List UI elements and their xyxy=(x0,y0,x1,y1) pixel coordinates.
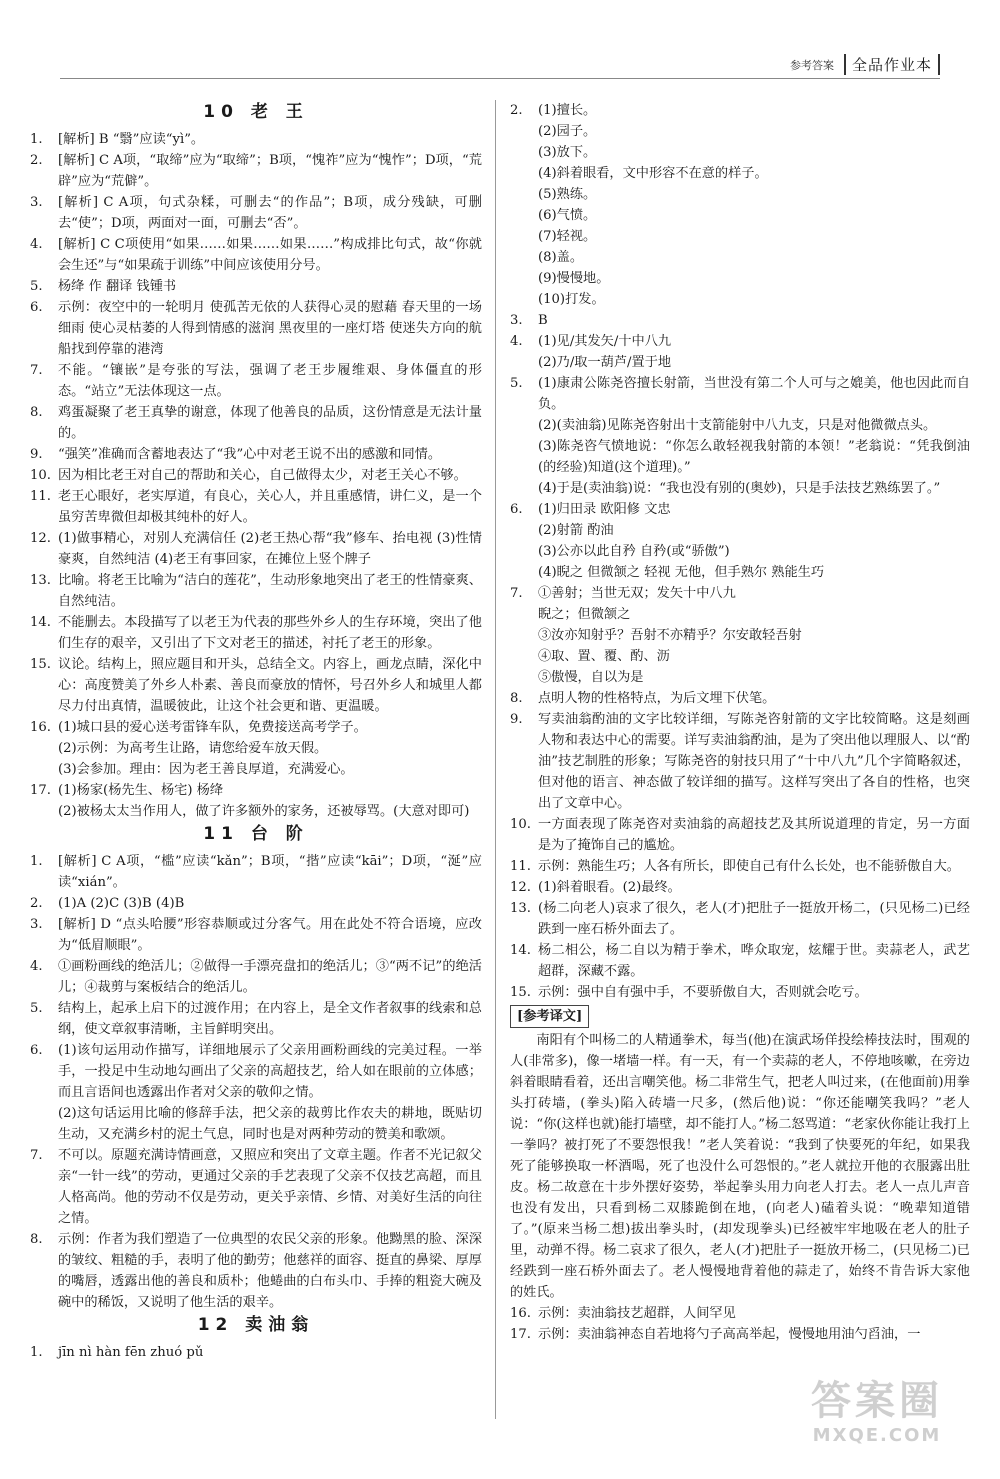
answer-number: 4. xyxy=(30,959,43,974)
answer-item xyxy=(510,520,970,541)
answer-item xyxy=(510,877,970,898)
answer-number xyxy=(510,289,538,310)
answer-number xyxy=(30,1103,58,1145)
answer-number: 5. xyxy=(510,376,523,391)
answer-number: 12. xyxy=(510,880,531,895)
answer-text: (7)轻视。 xyxy=(538,229,597,244)
answer-number xyxy=(510,226,538,247)
answer-item xyxy=(510,373,970,415)
answer-item xyxy=(510,205,970,226)
section-title-12: 12 卖油翁 xyxy=(197,1315,315,1335)
answer-item xyxy=(510,310,970,331)
answer-item xyxy=(510,583,970,604)
answer-text: (3)公亦以此自矜 自矜(或“骄傲”) xyxy=(538,544,730,559)
answer-item xyxy=(30,276,482,297)
answer-number: 10. xyxy=(510,817,531,832)
answer-text: (5)熟练。 xyxy=(538,187,597,202)
answer-text: 一方面表现了陈尧咨对卖油翁的高超技艺及其所说道理的肯定，另一方面是为了掩饰自己的尴尬。 xyxy=(538,817,970,853)
answer-text: (1)A (2)C (3)B (4)B xyxy=(58,896,185,911)
answer-text: (1)见/其发矢/十中八九 xyxy=(538,334,672,349)
answer-text: [解析] C A项，句式杂糅，可删去“的作品”；B项，成分残缺，可删去“使”；D项，两面对一面，可删去“否”。 xyxy=(58,195,482,231)
answer-number: 6. xyxy=(30,1043,43,1058)
answer-item xyxy=(30,297,482,360)
reference-translation-label: [参考译文] xyxy=(510,1005,589,1028)
answer-number xyxy=(30,738,58,759)
answer-item xyxy=(30,717,482,738)
page-header xyxy=(790,54,940,75)
answer-text: (1)归田录 欧阳修 文忠 xyxy=(538,502,671,517)
answer-text: ⑤傲慢，自以为是 xyxy=(538,670,644,685)
answer-item xyxy=(30,780,482,801)
answer-number: 7. xyxy=(510,586,523,601)
answer-item xyxy=(510,856,970,877)
answer-text: (3)会参加。理由：因为老王善良厚道，充满爱心。 xyxy=(58,762,354,777)
answer-text: (3)陈尧咨气愤地说：“你怎么敢轻视我射箭的本领！”老翁说：“凭我倒油(的经验)知道(这个道理)。” xyxy=(538,439,970,475)
answer-text: ①善射；当世无双；发矢十中八九 xyxy=(538,586,736,601)
answer-text: (2)示例：为高考生让路，请您给爱车放天假。 xyxy=(58,741,328,756)
answer-item xyxy=(510,541,970,562)
answer-text: (4)睨之 但微颔之 轻视 无他，但手熟尔 熟能生巧 xyxy=(538,565,825,580)
answer-text: [解析] B “翳”应读“yì”。 xyxy=(58,132,205,147)
answer-item xyxy=(30,1229,482,1313)
answer-number: 16. xyxy=(30,720,51,735)
answer-text: 示例：夜空中的一轮明月 使孤苦无依的人获得心灵的慰藉 春天里的一场细雨 使心灵枯萎的人得到情感的滋润 黑夜里的一座灯塔 使迷失方向的航船找到停靠的港湾 xyxy=(58,300,482,357)
answer-number: 10. xyxy=(30,468,51,483)
answer-item xyxy=(30,956,482,998)
answer-item xyxy=(510,100,970,121)
answer-number: 4. xyxy=(510,334,523,349)
watermark-logo xyxy=(782,1377,972,1457)
answer-number xyxy=(510,121,538,142)
section-12-answers-continued xyxy=(510,100,970,1003)
answer-text: (6)气愤。 xyxy=(538,208,597,223)
answer-text: (1)做事精心，对别人充满信任 (2)老王热心帮“我”修车、抬电视 (3)性情豪爽，自然纯洁 (4)老王有事回家，在摊位上竖个牌子 xyxy=(58,531,482,567)
answer-number xyxy=(510,646,538,667)
answer-number: 6. xyxy=(510,502,523,517)
answer-text: B xyxy=(538,313,548,328)
answer-number xyxy=(510,436,538,478)
answer-item xyxy=(510,289,970,310)
right-column xyxy=(510,100,970,1345)
column-divider xyxy=(495,100,496,1419)
answer-item xyxy=(510,814,970,856)
answer-item xyxy=(30,654,482,717)
answer-number xyxy=(30,801,58,822)
answer-item xyxy=(30,570,482,612)
answer-number xyxy=(510,541,538,562)
answer-number xyxy=(510,415,538,436)
answer-number: 17. xyxy=(510,1327,531,1342)
answer-text: (9)慢慢地。 xyxy=(538,271,610,286)
left-column xyxy=(30,100,482,1363)
section-title-11: 11 台 阶 xyxy=(203,824,309,844)
answer-number: 8. xyxy=(30,405,43,420)
answer-number: 2. xyxy=(30,153,43,168)
answer-text: 写卖油翁酌油的文字比较详细，写陈尧咨射箭的文字比较简略。这是刻画人物和表达中心的需要。详写卖油翁酌油，是为了突出他以理服人、以“酌油”技艺制胜的形象；写陈尧咨的射技只用了“十中八九”几个字简略叙述，但对他的语言、神态做了较详细的描写。这样写突出了各自的性格，也突出了文章中心。 xyxy=(538,712,970,811)
answer-text: (1)康肃公陈尧咨擅长射箭，当世没有第二个人可与之媲美，他也因此而自负。 xyxy=(538,376,970,412)
answer-item xyxy=(30,1342,482,1363)
answer-number: 14. xyxy=(30,615,51,630)
header-rule xyxy=(60,78,940,79)
answer-item xyxy=(510,499,970,520)
answer-text: 杨二相公，杨二自以为精于拳术，哗众取宠，炫耀于世。卖蒜老人，武艺超群，深藏不露。 xyxy=(538,943,970,979)
answer-text: 鸡蛋凝聚了老王真挚的谢意，体现了他善良的品质，这份情意是无法计量的。 xyxy=(58,405,482,441)
answer-item xyxy=(510,709,970,814)
answer-number: 4. xyxy=(30,237,43,252)
answer-item xyxy=(510,562,970,583)
answer-number: 8. xyxy=(510,691,523,706)
answer-number: 9. xyxy=(30,447,43,462)
answer-text: (4)斜着眼看，文中形容不在意的样子。 xyxy=(538,166,768,181)
answer-item xyxy=(30,1145,482,1229)
answer-text: (2)这句话运用比喻的修辞手法，把父亲的裁剪比作农夫的耕地，既贴切生动，又充满乡村的泥土气息，同时也是对两种劳动的赞美和歌颂。 xyxy=(58,1106,482,1142)
answer-text: 不可以。原题充满诗情画意，又照应和突出了文章主题。作者不光记叙父亲“一针一线”的劳动，更通过父亲的手艺表现了父亲不仅技艺高超，而且人格高尚。他的劳动不仅是劳动，更关乎亲情、乡情、对美好生活的向往之情。 xyxy=(58,1148,482,1226)
answer-text: ①画粉画线的绝活儿；②做得一手漂亮盘扣的绝活儿；③“两不记”的绝活儿；④裁剪与案板结合的绝活儿。 xyxy=(58,959,482,995)
answer-number: 15. xyxy=(510,985,531,1000)
answer-item xyxy=(510,142,970,163)
answer-text: (1)斜着眼看。(2)最终。 xyxy=(538,880,681,895)
answer-text: [解析] C A项，“取缔”应为“取缔”；B项，“愧祚”应为“愧怍”；D项，“荒辟”应为“荒僻”。 xyxy=(58,153,482,189)
answer-number: 2. xyxy=(510,103,523,118)
answer-text: (1)杨家(杨先生、杨宅) 杨绛 xyxy=(58,783,224,798)
answer-number xyxy=(510,352,538,373)
answer-number: 15. xyxy=(30,657,51,672)
answer-text: (2)乃/取一葫芦/置于地 xyxy=(538,355,672,370)
watermark-url: MXQE.COM xyxy=(812,1425,942,1446)
answer-item xyxy=(510,625,970,646)
answer-number: 14. xyxy=(510,943,531,958)
answer-number xyxy=(510,205,538,226)
answer-text: [解析] D “点头哈腰”形容恭顺或过分客气。用在此处不符合语境，应改为“低眉顺眼”。 xyxy=(58,917,482,953)
answer-item xyxy=(510,478,970,499)
answer-item xyxy=(30,465,482,486)
answer-item xyxy=(510,352,970,373)
answer-text: 老王心眼好，老实厚道，有良心，关心人，并且重感情，讲仁义，是一个虽穷苦卑微但却极其纯朴的好人。 xyxy=(58,489,482,525)
answer-text: 比喻。将老王比喻为“洁白的莲花”，生动形象地突出了老王的性情豪爽、自然纯洁。 xyxy=(58,573,482,609)
answer-text: 因为相比老王对自己的帮助和关心，自己做得太少，对老王关心不够。 xyxy=(58,468,467,483)
answer-item xyxy=(510,940,970,982)
section-12-answers-tail xyxy=(510,1303,970,1345)
answer-number: 16. xyxy=(510,1306,531,1321)
answer-item xyxy=(30,1103,482,1145)
answer-item xyxy=(30,234,482,276)
answer-item xyxy=(510,415,970,436)
answer-item xyxy=(510,667,970,688)
answer-number: 9. xyxy=(510,712,523,727)
answer-number: 1. xyxy=(30,1345,43,1360)
answer-item xyxy=(510,226,970,247)
answer-item xyxy=(510,688,970,709)
section-12-answers xyxy=(30,1342,482,1363)
answer-item xyxy=(510,1303,970,1324)
answer-item xyxy=(30,612,482,654)
answer-number: 17. xyxy=(30,783,51,798)
answer-text: (杨二向老人)哀求了很久，老人(才)把肚子一挺放开杨二，(只见杨二)已经跌到一座石桥外面去了。 xyxy=(538,901,970,937)
answer-number: 3. xyxy=(510,313,523,328)
answer-text: 点明人物的性格特点，为后文埋下伏笔。 xyxy=(538,691,776,706)
answer-number: 13. xyxy=(30,573,51,588)
answer-text: 示例：强中自有强中手，不要骄傲自大，否则就会吃亏。 xyxy=(538,985,868,1000)
answer-text: (8)盖。 xyxy=(538,250,584,265)
answer-number: 5. xyxy=(30,1001,43,1016)
answer-number: 1. xyxy=(30,132,43,147)
answer-number: 7. xyxy=(30,1148,43,1163)
answer-text: 睨之；但微颔之 xyxy=(538,607,631,622)
answer-text: 示例：卖油翁神态自若地将勺子高高举起，慢慢地用油勺舀油，一 xyxy=(538,1327,921,1342)
answer-text: ④取、置、覆、酌、沥 xyxy=(538,649,670,664)
answer-text: “强笑”准确而含蓄地表达了“我”心中对老王说不出的感激和同情。 xyxy=(58,447,442,462)
answer-item xyxy=(510,121,970,142)
answer-text: [解析] C A项，“槛”应读“kǎn”；B项，“揩”应读“kāi”；D项，“涎”应读“xián”。 xyxy=(58,854,482,890)
answer-text: (2)园子。 xyxy=(538,124,597,139)
answer-item xyxy=(30,150,482,192)
answer-item xyxy=(510,646,970,667)
answer-text: 议论。结构上，照应题目和开头，总结全文。内容上，画龙点睛，深化中心：高度赞美了外乡人朴素、善良而豪放的情怀，号召外乡人和城里人都尽力付出真情，温暖彼此，让这个社会更和谐、更温暖。 xyxy=(58,657,482,714)
answer-text: 结构上，起承上启下的过渡作用；在内容上，是全文作者叙事的线索和总纲，使文章叙事清晰，主旨鲜明突出。 xyxy=(58,1001,482,1037)
answer-item xyxy=(510,184,970,205)
answer-item xyxy=(510,1324,970,1345)
answer-number xyxy=(30,759,58,780)
answer-number: 3. xyxy=(30,195,43,210)
answer-text: 示例：卖油翁技艺超群，人间罕见 xyxy=(538,1306,736,1321)
answer-number xyxy=(510,667,538,688)
answer-item xyxy=(30,360,482,402)
answer-text: (1)城口县的爱心送考雷锋车队，免费接送高考学子。 xyxy=(58,720,367,735)
answer-text: 示例：作者为我们塑造了一位典型的农民父亲的形象。他黝黑的脸、深深的皱纹、粗糙的手，表明了他的勤劳；他慈祥的面容、挺直的鼻梁、厚厚的嘴唇，透露出他的善良和质朴；他蜷曲的白布头巾、手捧的粗瓷大碗及碗中的稀饭，又说明了他生活的艰辛。 xyxy=(58,1232,482,1310)
answer-text: 不能删去。本段描写了以老王为代表的那些外乡人的生存环境，突出了他们生存的艰辛，又引出了下文对老王的描述，衬托了老王的形象。 xyxy=(58,615,482,651)
answer-number: 8. xyxy=(30,1232,43,1247)
answer-text: jīn nì hàn fēn zhuó pǔ xyxy=(58,1345,204,1360)
reference-translation: 南阳有个叫杨二的人精通拳术，每当(他)在演武场佯投绘棒技法时，围观的人(非常多)，像一堵墙一样。有一天，有一个卖蒜的老人，不停地咳嗽，在旁边斜着眼睛看着，还出言嘲笑他。杨二非常生气，把老人叫过来，(在他面前)用拳头打砖墙，(拳头)陷入砖墙一尺多，(然后他)说：“你还能嘲笑我吗？”老人说：“你(这样也就)能打墙壁，却不能打人。”杨二怒骂道：“老家伙你能让我打上一拳吗？被打死了不要怨恨我！”老人笑着说：“我到了快要死的年纪，如果我死了能够换取一杯酒喝，死了也没什么可怨恨的。”老人就拉开他的衣服露出肚皮。杨二故意在十步外摆好姿势，举起拳头用力向老人打去。老人一点儿声音也没有发出，只看到杨二双膝跪倒在地，(向老人)磕着头说：“晚辈知道错了。”(原来当杨二想)拔出拳头时，(却发现拳头)已经被牢牢地吸在老人的肚子里，动弹不得。杨二哀求了很久，老人(才)把肚子一挺放开杨二，(只见杨二)已经跌到一座石桥外面去了。老人慢慢地背着他的蒜走了，始终不肯告诉大家他的姓氏。 xyxy=(510,1033,970,1300)
answer-text: (1)该句运用动作描写，详细地展示了父亲用画粉画线的完美过程。一举手，一投足中生动地勾画出了父亲的高超技艺，给人如在眼前的立体感；而且言语间也透露出作者对父亲的敬仰之情。 xyxy=(58,1043,482,1100)
header-ref-label: 参考答案 xyxy=(789,58,834,72)
answer-text: ③汝亦知射乎？吾射不亦精乎？尔安敢轻吾射 xyxy=(538,628,802,643)
answer-number xyxy=(510,142,538,163)
answer-number: 2. xyxy=(30,896,43,911)
answer-item xyxy=(30,801,482,822)
answer-number xyxy=(510,268,538,289)
answer-text: [解析] C C项使用“如果……如果……如果……”构成排比句式，故“你就会生还”与“如果疏于训练”中间应该使用分号。 xyxy=(58,237,482,273)
answer-text: (10)打发。 xyxy=(538,292,605,307)
answer-number: 11. xyxy=(30,489,51,504)
answer-number xyxy=(510,163,538,184)
answer-number xyxy=(510,247,538,268)
answer-item xyxy=(30,129,482,150)
answer-number: 13. xyxy=(510,901,531,916)
answer-text: (2)(卖油翁)见陈尧咨射出十支箭能射中八九支，只是对他微微点头。 xyxy=(538,418,937,433)
answer-number: 7. xyxy=(30,363,43,378)
answer-number xyxy=(510,478,538,499)
answer-text: (2)射箭 酌油 xyxy=(538,523,614,538)
answer-item xyxy=(30,1040,482,1103)
answer-item xyxy=(30,402,482,444)
answer-item xyxy=(30,528,482,570)
answer-number xyxy=(510,520,538,541)
answer-item xyxy=(30,914,482,956)
answer-text: 杨绛 作 翻译 钱锺书 xyxy=(58,279,177,294)
answer-item xyxy=(510,604,970,625)
answer-item xyxy=(510,331,970,352)
answer-text: 示例：熟能生巧；人各有所长，即使自己有什么长处，也不能骄傲自大。 xyxy=(538,859,960,874)
answer-number: 3. xyxy=(30,917,43,932)
answer-item xyxy=(30,759,482,780)
answer-item xyxy=(510,436,970,478)
answer-number xyxy=(510,604,538,625)
answer-item xyxy=(30,192,482,234)
answer-number xyxy=(510,184,538,205)
answer-item xyxy=(30,893,482,914)
section-10-answers xyxy=(30,129,482,822)
answer-number: 11. xyxy=(510,859,531,874)
answer-text: (1)擅长。 xyxy=(538,103,597,118)
answer-item xyxy=(30,998,482,1040)
answer-number xyxy=(510,625,538,646)
watermark-text: 答案圈 xyxy=(811,1378,943,1424)
answer-item xyxy=(510,247,970,268)
answer-item xyxy=(510,268,970,289)
section-11-answers xyxy=(30,851,482,1313)
answer-text: (4)于是(卖油翁)说：“我也没有别的(奥妙)，只是手法技艺熟练罢了。” xyxy=(538,481,941,496)
answer-text: 不能。“镶嵌”是夸张的写法，强调了老王步履维艰、身体僵直的形态。“站立”无法体现这一点。 xyxy=(58,363,482,399)
answer-number: 5. xyxy=(30,279,43,294)
answer-item xyxy=(510,982,970,1003)
answer-item xyxy=(30,444,482,465)
answer-text: (3)放下。 xyxy=(538,145,597,160)
answer-text: (2)被杨太太当作用人，做了许多额外的家务，还被辱骂。(大意对即可) xyxy=(58,804,470,819)
answer-item xyxy=(30,851,482,893)
answer-number xyxy=(510,562,538,583)
answer-number: 12. xyxy=(30,531,51,546)
answer-item xyxy=(510,163,970,184)
answer-item xyxy=(510,898,970,940)
answer-number: 1. xyxy=(30,854,43,869)
answer-number: 6. xyxy=(30,300,43,315)
header-brand: 全品作业本 xyxy=(844,54,940,75)
section-title-10: 10 老 王 xyxy=(203,102,309,122)
answer-item xyxy=(30,486,482,528)
answer-item xyxy=(30,738,482,759)
